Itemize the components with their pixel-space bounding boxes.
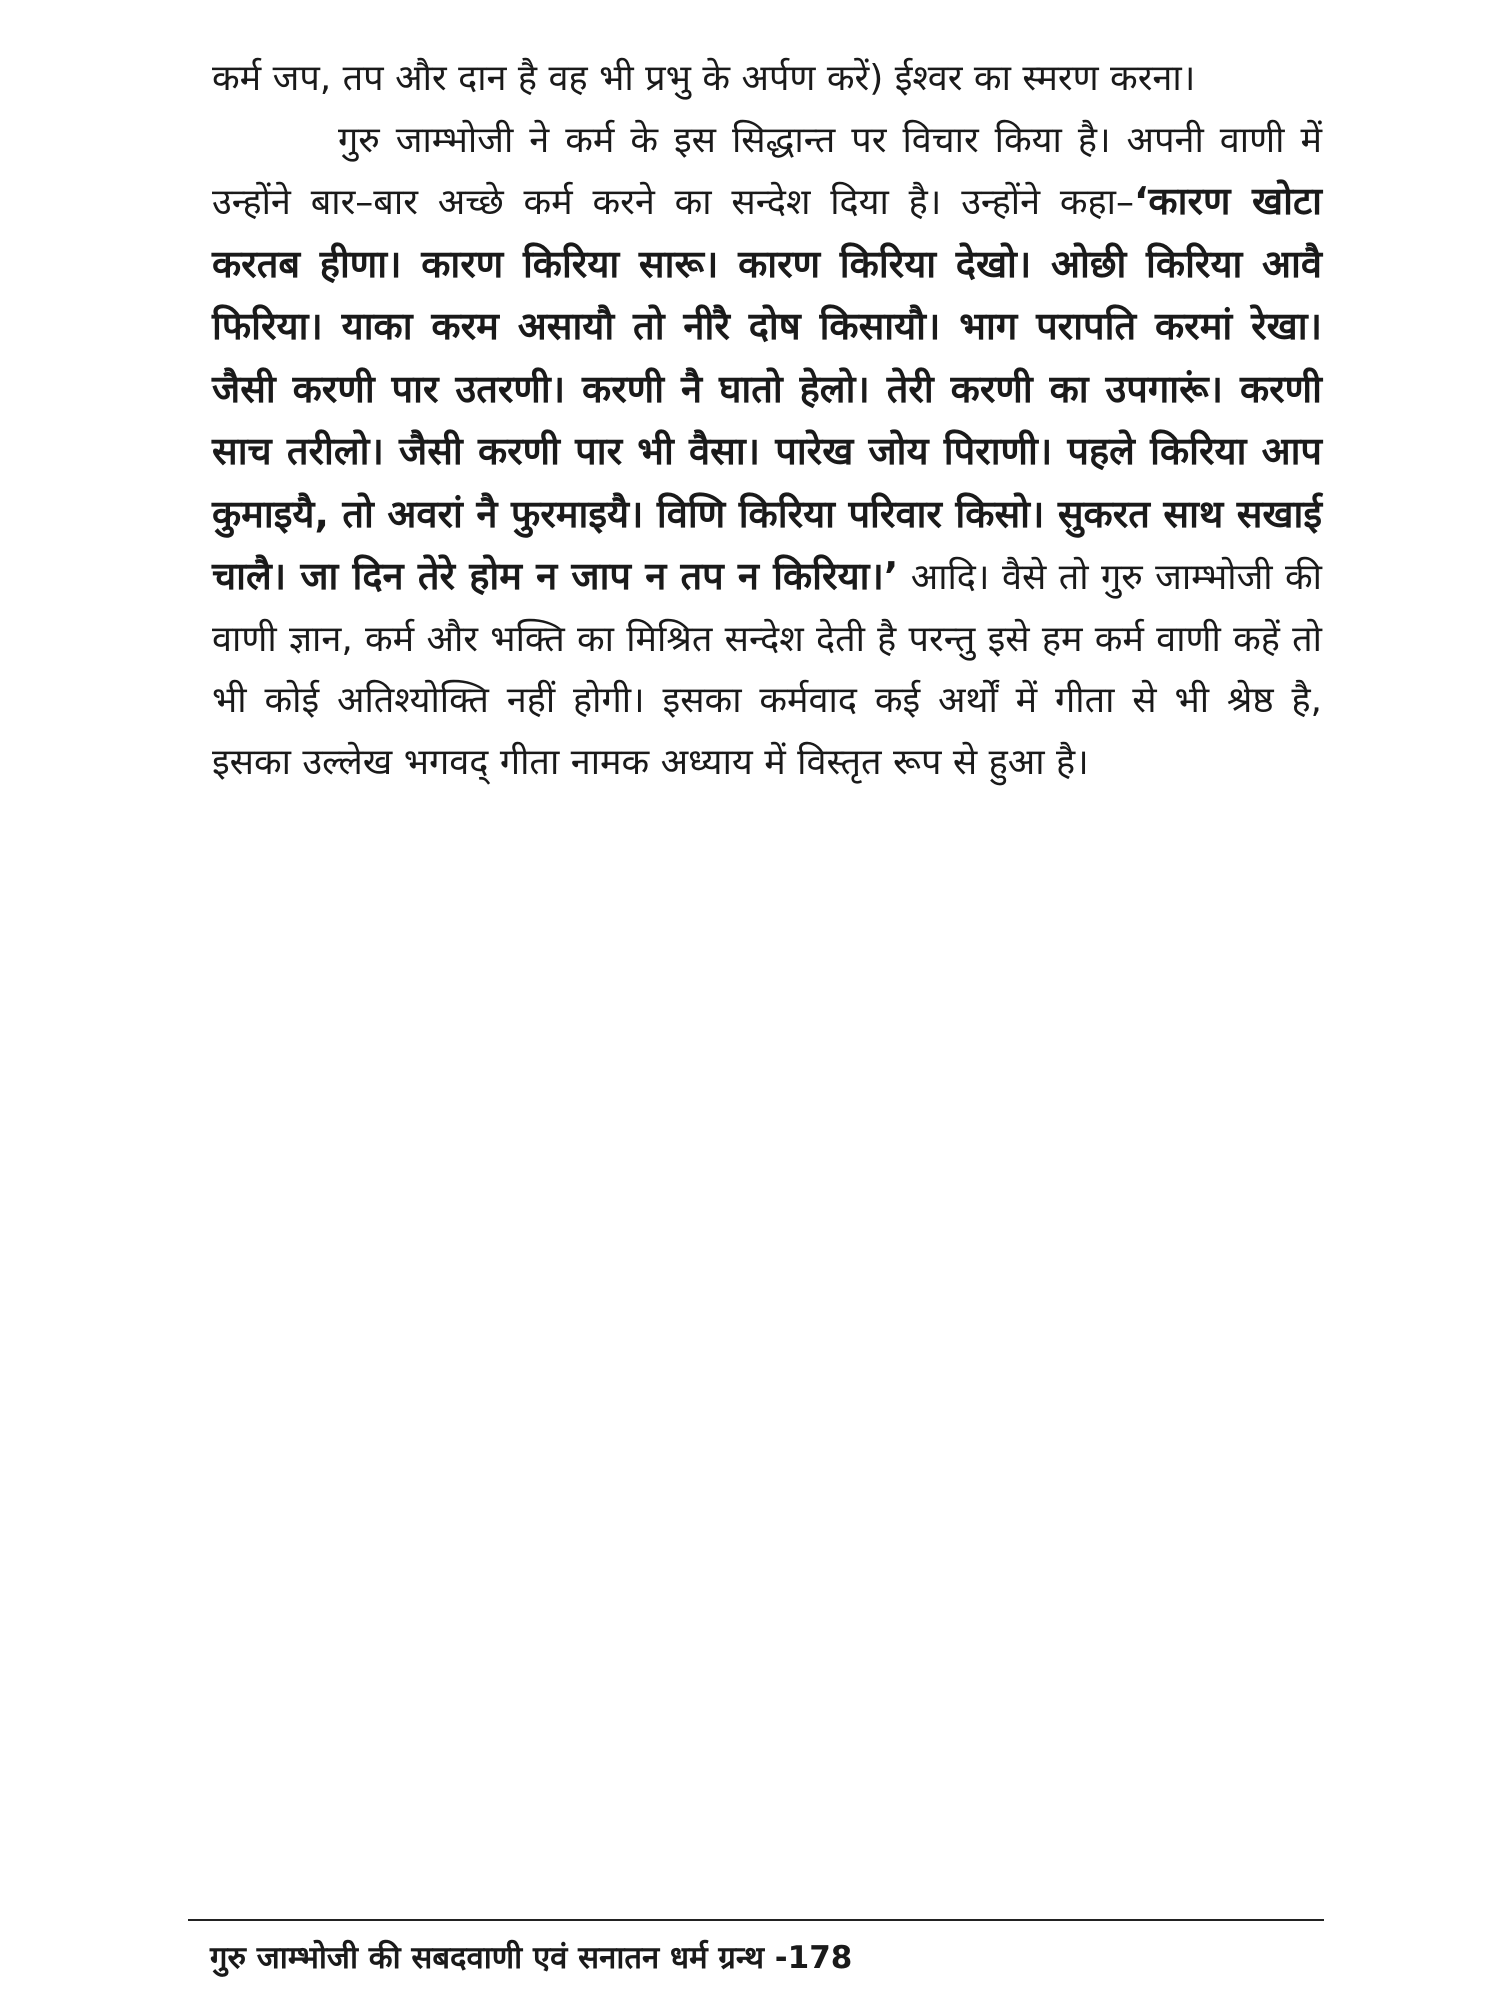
paragraph-intro: गुरु जाम्भोजी ने कर्म के इस सिद्धान्त पर विचार किया है। अपनी वाणी में उन्होंने बार–बार अच्छे कर्म करने का सन्देश दिया है। उन्होंने कहा– <box>212 119 1322 223</box>
paragraph-continuation: कर्म जप, तप और दान है वह भी प्रभु के अर्पण करें) ईश्वर का स्मरण करना। <box>212 58 1196 99</box>
shabad-quote: ‘कारण खोटा करतब हीणा। कारण किरिया सारू। कारण किरिया देखो। ओछी किरिया आवै फिरिया। याका करम असायौ तो नीरै दोष किसायौ। भाग परापति करमां रेखा। जैसी करणी पार उतरणी। करणी नै घातो हेलो। तेरी करणी का उपगारूं। करणी साच तरीलो। जैसी करणी पार भी वैसा। पारेख जोय पिराणी। पहले किरिया आप कुमाइयै, तो अवरां नै फुरमाइयै। विणि किरिया परिवार किसो। सुकरत साथ सखाई चालै। जा दिन तेरे होम न जाप न तप न किरिया।’ <box>212 179 1322 598</box>
footer-book-title: गुरु जाम्भोजी की सबदवाणी एवं सनातन धर्म ग्रन्थ -178 <box>210 1940 853 1976</box>
paragraph-karma <box>212 110 1322 794</box>
page-body <box>212 48 1322 793</box>
footer-divider <box>188 1919 1324 1921</box>
paragraph-outro: आदि। वैसे तो गुरु जाम्भोजी की वाणी ज्ञान, कर्म और भक्ति का मिश्रित सन्देश देती है परन्तु इसे हम कर्म वाणी कहें तो भी कोई अतिश्योक्ति नहीं होगी। इसका कर्मवाद कई अर्थों में गीता से भी श्रेष्ठ है, इसका उल्लेख भगवद् गीता नामक अध्याय में विस्तृत रूप से हुआ है। <box>212 557 1322 783</box>
